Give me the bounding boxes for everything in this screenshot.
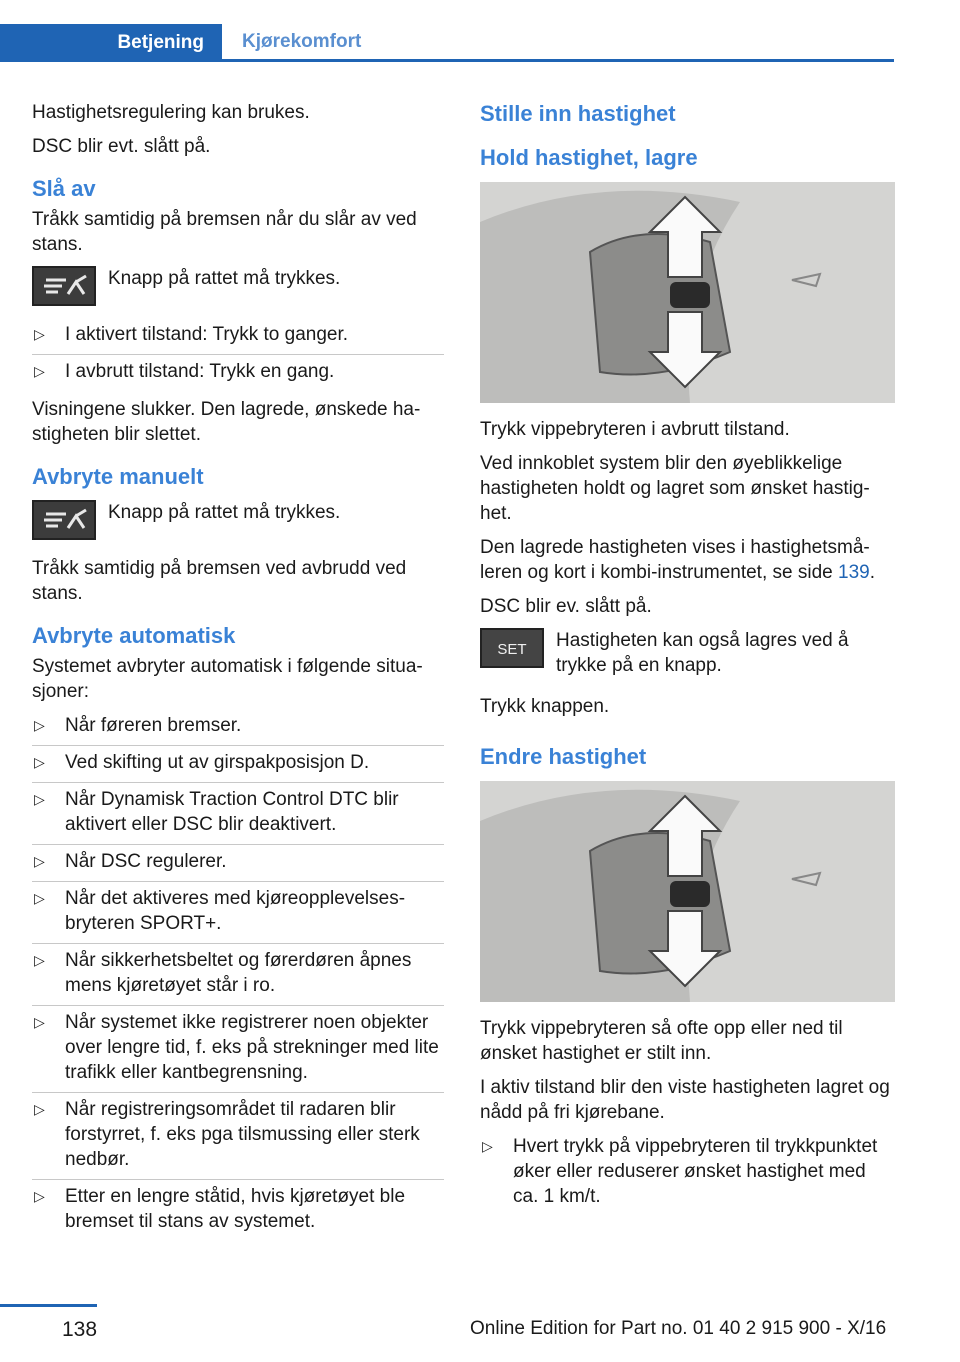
icon-row bbox=[32, 500, 444, 540]
steering-wheel-rocker-image bbox=[480, 781, 895, 1002]
heading-avbryte-automatisk: Avbryte automatisk bbox=[32, 623, 236, 648]
steering-wheel-figure bbox=[480, 781, 895, 1002]
tab-betjening[interactable]: Betjening bbox=[0, 24, 222, 62]
list-item: ▷ I aktivert tilstand: Trykk to ganger. bbox=[32, 322, 444, 355]
page-number: 138 bbox=[62, 1318, 98, 1341]
list-item: ▷ I avbrutt tilstand: Trykk en gang. bbox=[34, 361, 335, 382]
triangle-bullet-icon: ▷ bbox=[34, 754, 45, 770]
right-column bbox=[480, 100, 895, 1222]
paragraph: Hastighetsregulering kan brukes. bbox=[32, 102, 310, 123]
paragraph: DSC blir ev. slått på. bbox=[480, 596, 652, 617]
paragraph: Den lagrede hastigheten vises i hastighetsmåleren og kort i kombi-instrumentet, se side 139. bbox=[480, 537, 875, 583]
set-label: SET bbox=[497, 641, 527, 658]
icon-caption: Knapp på rattet må trykkes. bbox=[108, 268, 341, 289]
icon-caption: Hastigheten kan også lagres ved å trykke på en knapp. bbox=[556, 630, 849, 676]
tab-kjorekomfort[interactable]: Kjørekomfort bbox=[222, 24, 894, 62]
triangle-bullet-icon: ▷ bbox=[34, 1101, 45, 1117]
cruise-control-button-icon bbox=[32, 266, 96, 306]
paragraph: Tråkk samtidig på bremsen når du slår av ved stans. bbox=[32, 209, 417, 255]
paragraph: Trykk vippebryteren i avbrutt tilstand. bbox=[480, 419, 790, 440]
icon-row bbox=[480, 628, 895, 678]
steering-wheel-figure bbox=[480, 182, 895, 403]
paragraph: DSC blir evt. slått på. bbox=[32, 136, 211, 157]
heading-avbryte-manuelt: Avbryte manuelt bbox=[32, 464, 204, 489]
triangle-bullet-icon: ▷ bbox=[34, 890, 45, 906]
edition-footer: Online Edition for Part no. 01 40 2 915 900 - X/16 bbox=[470, 1318, 887, 1339]
paragraph: Trykk knappen. bbox=[480, 696, 610, 717]
paragraph: I aktiv tilstand blir den viste hastigheten lagret og nådd på fri kjørebane. bbox=[480, 1077, 890, 1123]
footer-rule bbox=[0, 1304, 97, 1307]
change-list bbox=[480, 1134, 895, 1216]
header-bar bbox=[0, 0, 960, 62]
heading-sla-av: Slå av bbox=[32, 176, 96, 201]
icon-caption: Knapp på rattet må trykkes. bbox=[108, 502, 341, 523]
triangle-bullet-icon: ▷ bbox=[34, 363, 45, 379]
list-item: ▷ Når DSC regulerer. bbox=[32, 849, 444, 882]
paragraph: Trykk vippebryteren så ofte opp eller ned til ønsket hastighet er stilt inn. bbox=[480, 1018, 843, 1064]
cruise-control-button-icon bbox=[32, 500, 96, 540]
heading-stille-inn-hastighet: Stille inn hastighet bbox=[480, 101, 676, 126]
list-item: ▷ Etter en lengre ståtid, hvis kjøretøyet ble bremset til stans av systemet. bbox=[34, 1186, 406, 1232]
list-item: ▷ Når registreringsområdet til radaren blir forstyrret, f. eks pga tilsmussing eller sterk nedbør. bbox=[32, 1097, 444, 1180]
heading-hold-hastighet: Hold hastighet, lagre bbox=[480, 145, 698, 170]
triangle-bullet-icon: ▷ bbox=[482, 1138, 493, 1154]
triangle-bullet-icon: ▷ bbox=[34, 326, 45, 342]
icon-row bbox=[32, 266, 444, 306]
left-column bbox=[32, 100, 444, 1247]
list-item: ▷ Hvert trykk på vippebryteren til trykkpunktet øker eller reduserer ønsket hastighet med ca. 1 km/t. bbox=[482, 1136, 878, 1207]
triangle-bullet-icon: ▷ bbox=[34, 853, 45, 869]
triangle-bullet-icon: ▷ bbox=[34, 791, 45, 807]
page-link[interactable]: 139 bbox=[838, 562, 870, 583]
list-item: ▷ Når føreren bremser. bbox=[32, 713, 444, 746]
triangle-bullet-icon: ▷ bbox=[34, 717, 45, 733]
triangle-bullet-icon: ▷ bbox=[34, 952, 45, 968]
triangle-bullet-icon: ▷ bbox=[34, 1014, 45, 1030]
auto-list bbox=[32, 713, 444, 1241]
triangle-bullet-icon: ▷ bbox=[34, 1188, 45, 1204]
list-item: ▷ Når Dynamisk Traction Control DTC blir aktivert eller DSC blir deaktivert. bbox=[32, 787, 444, 845]
list-item: ▷ Når det aktiveres med kjøreopplevelsesbryteren SPORT+. bbox=[32, 886, 444, 944]
paragraph: Systemet avbryter automatisk i følgende situasjoner: bbox=[32, 656, 423, 702]
paragraph: Visningene slukker. Den lagrede, ønskede hastigheten blir slettet. bbox=[32, 399, 421, 445]
steering-wheel-rocker-image bbox=[480, 182, 895, 403]
list-item: ▷ Når sikkerhetsbeltet og førerdøren åpnes mens kjøretøyet står i ro. bbox=[32, 948, 444, 1006]
paragraph: Ved innkoblet system blir den øyeblikkelige hastigheten holdt og lagret som ønsket hastighet. bbox=[480, 453, 870, 524]
set-button-icon bbox=[480, 628, 544, 668]
off-list bbox=[32, 322, 444, 391]
paragraph: Tråkk samtidig på bremsen ved avbrudd ved stans. bbox=[32, 558, 407, 604]
heading-endre-hastighet: Endre hastighet bbox=[480, 744, 647, 769]
list-item: ▷ Når systemet ikke registrerer noen objekter over lengre tid, f. eks på strekninger med lite trafikk eller kantbegrensning. bbox=[32, 1010, 444, 1093]
list-item: ▷ Ved skifting ut av girspakposisjon D. bbox=[32, 750, 444, 783]
